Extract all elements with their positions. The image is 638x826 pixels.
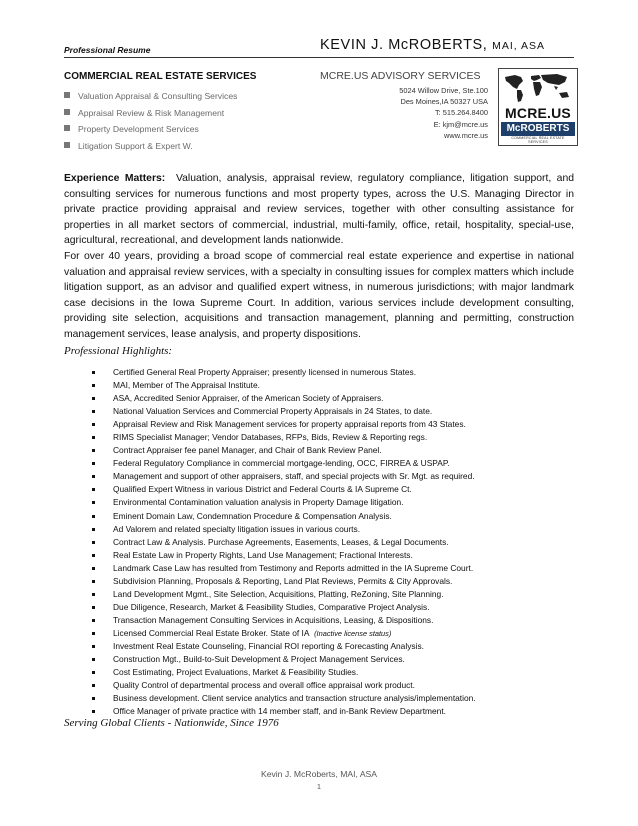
highlight-item: Business development. Client service analytics and transaction structure analysis/implementation. <box>92 692 476 705</box>
bullet-icon <box>92 671 95 674</box>
service-item: Valuation Appraisal & Consulting Services <box>64 89 237 106</box>
bullet-icon <box>92 515 95 518</box>
highlight-item: Ad Valorem and related specialty litigation issues in various courts. <box>92 523 476 536</box>
bullet-icon <box>92 475 95 478</box>
bullet-icon <box>92 632 95 635</box>
experience-paragraph-2: For over 40 years, providing a broad scope of commercial real estate experience and expertise in national valuation and appraisal review services, with a specialty in consulting issues for complex matters which include litigation support, as an advisor and qualified expert witness, in numerous jurisdictions; with major landmark case decisions in the Iowa Supreme Court. In addition, various services include development consulting, providing site selection, acquisitions and transaction management, planning and permitting, construction management services, lease analysis, and property dispositions. <box>64 251 574 340</box>
bullet-icon <box>92 436 95 439</box>
highlight-item: Eminent Domain Law, Condemnation Procedure & Compensation Analysis. <box>92 510 476 523</box>
service-item: Property Development Services <box>64 122 237 139</box>
firm-address-line1: 5024 Willow Drive, Ste.100 <box>399 86 488 95</box>
bullet-icon <box>92 541 95 544</box>
candidate-name-text: KEVIN J. McROBERTS, <box>320 37 488 53</box>
services-title: COMMERCIAL REAL ESTATE SERVICES <box>64 71 257 82</box>
bullet-icon <box>92 697 95 700</box>
highlight-item: Office Manager of private practice with 14 member staff, and in-Bank Review Department. <box>92 705 476 718</box>
firm-contact-block <box>399 85 488 141</box>
world-map-icon <box>501 71 575 105</box>
bullet-icon <box>92 684 95 687</box>
highlight-item: Certified General Real Property Appraiser; presently licensed in numerous States. <box>92 366 476 379</box>
experience-paragraph-1 <box>64 171 574 249</box>
highlight-item: Real Estate Law in Property Rights, Land Use Management; Fractional Interests. <box>92 549 476 562</box>
bullet-icon <box>92 606 95 609</box>
firm-phone: T: 515.264.8400 <box>434 108 488 118</box>
tagline: Serving Global Clients - Nationwide, Since 1976 <box>64 717 279 729</box>
document-label: Professional Resume <box>64 45 151 55</box>
highlight-item: Subdivision Planning, Proposals & Reporting, Land Plat Reviews, Permits & City Approvals. <box>92 575 476 588</box>
bullet-icon <box>92 371 95 374</box>
highlight-item: National Valuation Services and Commercial Property Appraisals in 24 States, to date. <box>92 405 476 418</box>
highlight-item: Construction Mgt., Build-to-Suit Development & Project Management Services. <box>92 653 476 666</box>
highlight-item: Investment Real Estate Counseling, Financial ROI reporting & Forecasting Analysis. <box>92 640 476 653</box>
page-number: 1 <box>316 782 322 791</box>
highlight-item: Licensed Commercial Real Estate Broker. State of IA (Inactive license status) <box>92 627 476 640</box>
service-item: Appraisal Review & Risk Management <box>64 106 237 123</box>
bullet-icon <box>92 449 95 452</box>
bullet-icon <box>92 645 95 648</box>
bullet-icon <box>92 384 95 387</box>
highlight-item: ASA, Accredited Senior Appraiser, of the American Society of Appraisers. <box>92 392 476 405</box>
bullet-icon <box>92 423 95 426</box>
highlight-item: Contract Appraiser fee panel Manager, and Chair of Bank Review Panel. <box>92 444 476 457</box>
highlights-heading: Professional Highlights: <box>64 345 173 357</box>
license-status-note: (Inactive license status) <box>314 628 392 638</box>
services-list <box>64 89 237 155</box>
bullet-icon <box>92 410 95 413</box>
logo-tagline: COMMERCIAL REAL ESTATE SERVICES <box>511 136 565 144</box>
highlight-item: Land Development Mgmt., Site Selection, Acquisitions, Platting, ReZoning, Site Planning. <box>92 588 476 601</box>
bullet-icon <box>92 488 95 491</box>
highlight-item: Qualified Expert Witness in various District and Federal Courts & IA Supreme Ct. <box>92 483 476 496</box>
firm-address-line2: Des Moines,IA 50327 USA <box>400 97 488 107</box>
bullet-icon <box>92 462 95 465</box>
bullet-icon <box>92 619 95 622</box>
bullet-icon <box>92 501 95 504</box>
firm-email[interactable]: E: kjm@mcre.us <box>433 119 488 129</box>
highlight-item: Quality Control of departmental process and overall office appraisal work product. <box>92 679 476 692</box>
square-bullet-icon <box>64 142 70 148</box>
highlight-item: Contract Law & Analysis. Purchase Agreements, Easements, Leases, & Legal Documents. <box>92 536 476 549</box>
bullet-icon <box>92 580 95 583</box>
experience-text-1: Valuation, analysis, appraisal review, regulatory compliance, litigation support, and consulting services for numerous functions and most property types, across the U.S. Managing Director in private practice providing appraisal and review services, together with other consulting assistance for properties in all market sectors of commercial, industrial, multi-family, office, retail, hospitality, special-use, agricultural, recreational, and development lands nationwide. <box>64 173 574 246</box>
experience-label: Experience Matters: <box>64 173 166 184</box>
candidate-credentials: MAI, ASA <box>492 40 546 52</box>
square-bullet-icon <box>64 92 70 98</box>
bullet-icon <box>92 658 95 661</box>
highlight-item: Due Diligence, Research, Market & Feasibility Studies, Comparative Project Analysis. <box>92 601 476 614</box>
highlight-item: Landmark Case Law has resulted from Testimony and Reports admitted in the IA Supreme Court. <box>92 562 476 575</box>
bullet-icon <box>92 528 95 531</box>
service-item: Litigation Support & Expert W. <box>64 139 237 156</box>
header-divider <box>64 57 574 58</box>
highlight-item: Appraisal Review and Risk Management services for property appraisal reports from 43 States. <box>92 418 476 431</box>
footer-name: Kevin J. McRoberts, MAI, ASA <box>260 769 378 779</box>
highlights-list <box>92 366 476 718</box>
highlight-item: RIMS Specialist Manager; Vendor Databases, RFPs, Bids, Review & Reporting regs. <box>92 431 476 444</box>
highlight-item: MAI, Member of The Appraisal Institute. <box>92 379 476 392</box>
bullet-icon <box>92 554 95 557</box>
highlight-item: Environmental Contamination valuation analysis in Property Damage litigation. <box>92 496 476 509</box>
logo-wordmark: MCRE.US <box>505 105 571 121</box>
highlight-item: Management and support of other appraisers, staff, and special projects with Sr. Mgt. as required. <box>92 470 476 483</box>
bullet-icon <box>92 397 95 400</box>
bullet-icon <box>92 567 95 570</box>
bullet-icon <box>92 593 95 596</box>
square-bullet-icon <box>64 109 70 115</box>
highlight-item: Cost Estimating, Project Evaluations, Market & Feasibility Studies. <box>92 666 476 679</box>
square-bullet-icon <box>64 125 70 131</box>
firm-name: MCRE.US ADVISORY SERVICES <box>320 70 481 82</box>
highlight-item: Federal Regulatory Compliance in commercial mortgage-lending, OCC, FIRREA & USPAP. <box>92 457 476 470</box>
firm-website[interactable]: www.mcre.us <box>444 130 488 140</box>
highlight-item: Transaction Management Consulting Services in Acquisitions, Leasing, & Dispositions. <box>92 614 476 627</box>
candidate-name <box>320 37 545 53</box>
company-logo <box>498 68 578 146</box>
bullet-icon <box>92 710 95 713</box>
logo-banner: McROBERTS <box>501 122 575 136</box>
